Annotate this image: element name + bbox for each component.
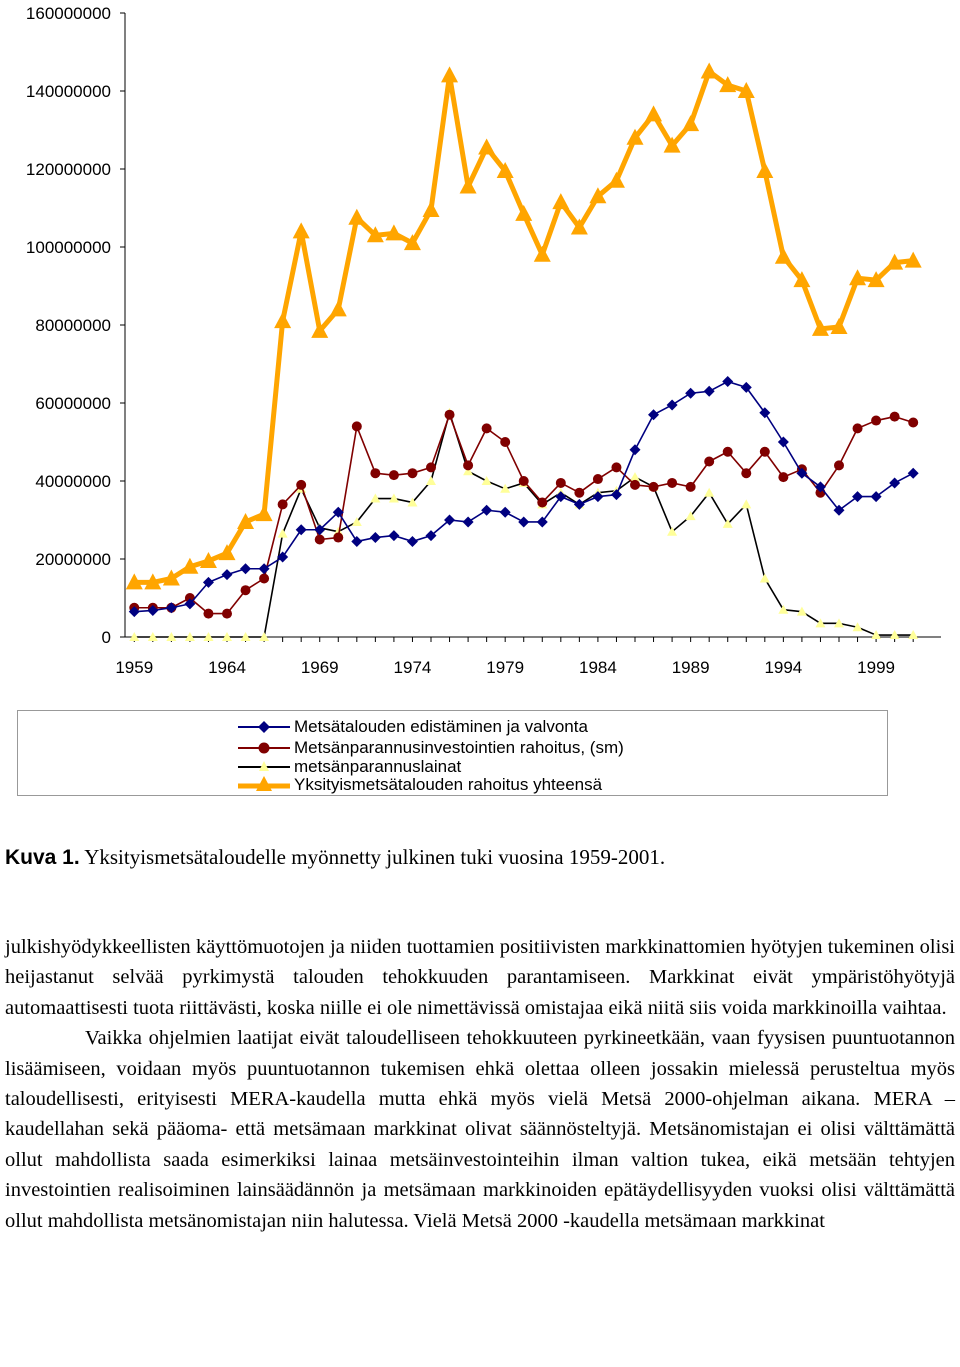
- data-point: [890, 412, 900, 422]
- data-point: [222, 569, 233, 580]
- data-point: [741, 499, 751, 508]
- data-point: [556, 478, 566, 488]
- data-point: [460, 178, 477, 194]
- data-point: [351, 536, 362, 547]
- legend-label: Metsänparannusinvestointien rahoitus, (sm): [294, 738, 624, 757]
- data-point: [166, 602, 177, 613]
- data-point: [853, 423, 863, 433]
- body-text: [5, 932, 955, 1236]
- data-point: [630, 480, 640, 490]
- data-point: [759, 407, 770, 418]
- data-point: [423, 201, 440, 217]
- y-axis-tick-labels: [26, 4, 111, 647]
- data-point: [278, 529, 288, 538]
- data-point: [240, 563, 251, 574]
- data-point: [256, 505, 273, 521]
- series-2: [129, 410, 918, 619]
- series-line: [134, 382, 913, 612]
- x-tick-label: 1999: [857, 658, 896, 677]
- y-tick-label: 100000000: [25, 238, 111, 257]
- data-point: [682, 115, 699, 131]
- data-point: [630, 444, 641, 455]
- y-tick-label: 0: [101, 628, 111, 647]
- legend-label: metsänparannuslainat: [294, 757, 462, 776]
- data-point: [667, 478, 677, 488]
- data-point: [241, 585, 251, 595]
- series-line: [134, 415, 913, 614]
- data-point: [630, 472, 640, 481]
- data-point: [463, 460, 473, 470]
- data-point: [407, 536, 418, 547]
- data-point: [370, 532, 381, 543]
- legend-label: Yksityismetsätalouden rahoitus yhteensä: [294, 775, 603, 794]
- data-point: [518, 516, 529, 527]
- data-point: [760, 447, 770, 457]
- data-point: [296, 524, 307, 535]
- legend-label: Metsätalouden edistäminen ja valvonta: [294, 717, 588, 736]
- x-tick-label: 1969: [300, 658, 339, 677]
- data-point: [889, 477, 900, 488]
- data-point: [611, 462, 621, 472]
- data-point: [593, 474, 603, 484]
- data-point: [482, 423, 492, 433]
- data-point: [834, 460, 844, 470]
- data-point: [852, 491, 863, 502]
- data-point: [482, 476, 492, 485]
- x-tick-label: 1974: [393, 658, 432, 677]
- data-point: [908, 468, 919, 479]
- y-tick-label: 120000000: [25, 160, 111, 179]
- data-point: [519, 476, 529, 486]
- data-point: [315, 535, 325, 545]
- y-tick-label: 140000000: [25, 82, 111, 101]
- data-point: [685, 388, 696, 399]
- chart-series: [126, 63, 922, 642]
- figure-caption-label: Kuva 1.: [5, 846, 80, 869]
- data-point: [778, 605, 788, 614]
- series-4: [126, 63, 922, 590]
- paragraph-2: Vaikka ohjelmien laatijat eivät taloudelliseen tehokkuuteen pyrkineetkään, vaan fyysisen puuntuotannon lisäämiseen, voidaan myös puuntuotannon tukemisen ehkä olettaa olleen jossakin mielessä perusteltua myös taloudellisesti, erityisesti MERA-kaudella mutta ehkä myös vielä Metsä 2000-ohjelman aikana. MERA –kaudellahan sekä pääoma- että metsämaan markkinat olivat säännösteltyjä. Metsänomistajan ei olisi välttämättä ollut mahdollista saada esimerkiksi lainaa metsäinvestointeihin ilman valtion tukea, eikä metsään tehtyjen investointien realisoiminen lainsäädännön ja metsämaan markkinoiden epätäydellisyyden vuoksi olisi välttämättä ollut mahdollista metsänomistajan niin halutessa. Vielä Metsä 2000 -kaudella metsämaan markkinat: [5, 1027, 955, 1232]
- data-point: [259, 574, 269, 584]
- data-point: [463, 516, 474, 527]
- data-point: [426, 476, 436, 485]
- data-point: [775, 248, 792, 264]
- data-point: [407, 468, 417, 478]
- x-tick-label: 1979: [486, 658, 525, 677]
- data-point: [648, 409, 659, 420]
- data-point: [649, 482, 659, 492]
- x-tick-label: 1994: [764, 658, 803, 677]
- data-point: [537, 516, 548, 527]
- figure-caption: [5, 842, 665, 873]
- data-point: [723, 447, 733, 457]
- data-point: [741, 382, 752, 393]
- y-tick-label: 160000000: [25, 4, 111, 23]
- x-tick-label: 1959: [115, 658, 154, 677]
- data-point: [293, 222, 310, 238]
- x-axis-tick-labels: [115, 658, 895, 677]
- data-point: [515, 205, 532, 221]
- data-point: [222, 609, 232, 619]
- data-point: [704, 457, 714, 467]
- x-tick-label: 1984: [578, 658, 617, 677]
- data-point: [908, 418, 918, 428]
- chart-legend: [17, 710, 888, 796]
- data-point: [370, 468, 380, 478]
- data-point: [667, 399, 678, 410]
- y-tick-label: 40000000: [35, 472, 111, 491]
- data-point: [756, 162, 773, 178]
- data-point: [296, 480, 306, 490]
- data-point: [500, 437, 510, 447]
- data-point: [701, 63, 718, 79]
- data-point: [555, 491, 566, 502]
- data-point: [481, 505, 492, 516]
- figure-caption-text: Yksityismetsätaloudelle myönnetty julkinen tuki vuosina 1959-2001.: [84, 845, 666, 869]
- data-point: [608, 172, 625, 188]
- data-point: [441, 66, 458, 82]
- y-tick-label: 60000000: [35, 394, 111, 413]
- data-point: [704, 488, 714, 497]
- data-point: [333, 533, 343, 543]
- data-point: [278, 499, 288, 509]
- legend-swatch-circle: [236, 737, 292, 758]
- x-tick-label: 1964: [208, 658, 246, 677]
- data-point: [478, 139, 495, 155]
- data-point: [426, 462, 436, 472]
- data-point: [871, 491, 882, 502]
- data-point: [348, 209, 365, 225]
- series-line: [134, 72, 913, 583]
- data-point: [389, 470, 399, 480]
- data-point: [203, 609, 213, 619]
- y-tick-label: 80000000: [35, 316, 111, 335]
- data-point: [445, 410, 455, 420]
- data-point: [330, 300, 347, 316]
- x-tick-label: 1989: [671, 658, 710, 677]
- data-point: [871, 416, 881, 426]
- data-point: [352, 421, 362, 431]
- paragraph-1: julkishyödykkeellisten käyttömuotojen ja niiden tuottamien positiivisten markkinattomien hyötyjen tukeminen olisi heijastanut selvää pyrkimystä talouden tehokkuuden parantamiseen. Markkinat eivät ympäristöhyötyjä automaattisesti tuota riittävästi, koska niille ei ole nimettävissä omistajaa eikä niitä siis voida markkinoilla vaihtaa.: [5, 936, 955, 1019]
- data-point: [686, 482, 696, 492]
- data-point: [760, 574, 770, 583]
- data-point: [645, 105, 662, 121]
- legend-swatch-triangle: [236, 774, 292, 795]
- data-point: [778, 472, 788, 482]
- data-point: [388, 530, 399, 541]
- legend-swatch-diamond: [236, 716, 292, 737]
- data-point: [552, 193, 569, 209]
- data-point: [537, 497, 547, 507]
- series-1: [129, 376, 919, 617]
- data-point: [534, 246, 551, 262]
- y-tick-label: 20000000: [35, 550, 111, 569]
- data-point: [704, 386, 715, 397]
- data-point: [500, 507, 511, 518]
- data-point: [778, 437, 789, 448]
- data-point: [574, 488, 584, 498]
- data-point: [741, 468, 751, 478]
- data-point: [274, 312, 291, 328]
- data-point: [722, 376, 733, 387]
